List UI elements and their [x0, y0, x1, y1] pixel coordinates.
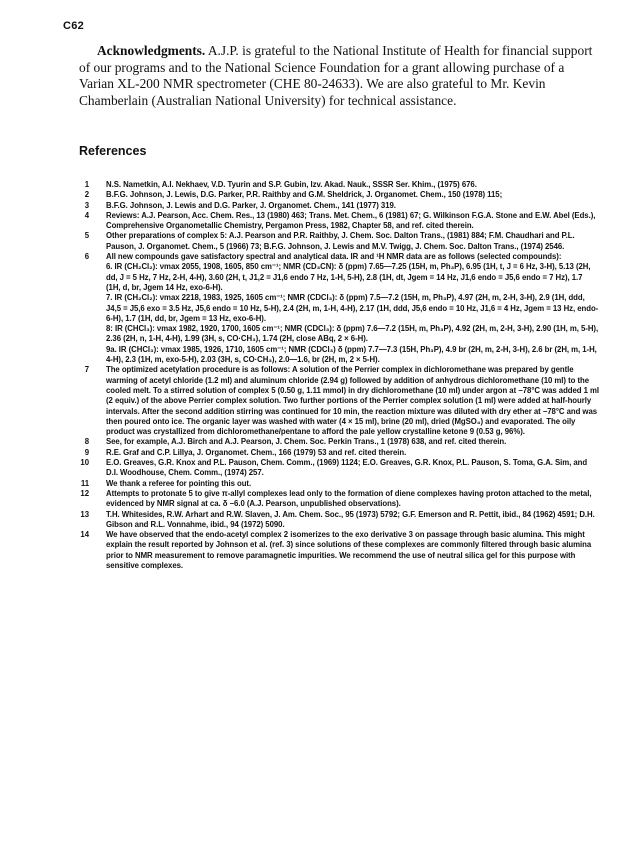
- reference-text: T.H. Whitesides, R.W. Arhart and R.W. Slaven, J. Am. Chem. Soc., 95 (1973) 5792; G.F. Emerson and R. Pettit, ibid., 84 (1962) 4591; D.H. Gibson and R.L. Vonnahme, ibid., 94 (1972) 5090.: [106, 509, 595, 529]
- reference-number: 8: [84, 437, 89, 447]
- reference-item: [79, 458, 599, 479]
- compound-data: 8: IR (CHCl₃): νmax 1982, 1920, 1700, 1605 cm⁻¹; NMR (CDCl₃): δ (ppm) 7.6—7.2 (15H, m, Ph₃P), 4.92 (2H, m, 2-H, 3-H), 2.90 (1H, m, 5-H), 2.36 (2H, n, 1-H, 4-H), 1.99 (3H, s, CO·CH₃), 1.74 (2H, close ABq, 2 × 6-H).: [106, 324, 599, 344]
- reference-item: [79, 190, 599, 200]
- reference-text: Reviews: A.J. Pearson, Acc. Chem. Res., 13 (1980) 463; Trans. Met. Chem., 6 (1981) 67; G. Wilkinson F.G.A. Stone and E.W. Abel (Eds.), Comprehensive Organometallic Chemistry, Pergamon Press, 1982, Chapter 58, and ref. cited therein.: [106, 210, 596, 231]
- reference-text: Attempts to protonate 5 to give π-allyl complexes lead only to the formation of diene complexes having proton attached to the metal, evidenced by NMR signal at ca. δ −6.0 (A.J. Pearson, unpublished observations).: [106, 488, 592, 509]
- reference-item: [79, 489, 599, 510]
- reference-number: 1: [84, 180, 89, 189]
- reference-text: The optimized acetylation procedure is as follows: A solution of the Perrier complex in dichloromethane was prepared by gentle warming of acetyl chloride (1.2 ml) and aluminum chloride (2.94 g) followed by addition of anhydrous dichloromethane (10 ml) to the cooled melt. To a stirred solution of complex 5 (0.50 g, 1.11 mmol) in dry dichloromethane (10 ml) under argon at −78°C was added 1 ml (2 equiv.) of the above Perrier complex solution. Two further portions of the Perrier complex solution (1 ml) were added at half-hourly intervals. After the second addition stirring was continued for 10 min, the reaction mixture was diluted with dry ether at −78°C and was then poured onto ice. The organic layer was washed with water (4 × 15 ml), brine (20 ml), dried (MgSO₄) and evaporated. The oily product was crystallized from dichloromethane/pentane to afford the pale yellow crystalline ketone 9 (0.53 g, 96%).: [106, 365, 600, 437]
- reference-number: 9: [84, 447, 89, 457]
- reference-item: [79, 180, 599, 190]
- references-heading: References: [79, 144, 147, 158]
- reference-number: 2: [84, 190, 89, 200]
- reference-number: 11: [80, 478, 89, 488]
- reference-text: B.F.G. Johnson, J. Lewis and D.G. Parker, J. Organomet. Chem., 141 (1977) 319.: [106, 200, 396, 210]
- reference-item: [79, 201, 599, 211]
- reference-item: [79, 479, 599, 489]
- reference-item: [79, 231, 599, 252]
- reference-item: [79, 510, 599, 531]
- reference-item: [79, 448, 599, 458]
- acknowledgments-paragraph: [79, 43, 599, 109]
- reference-text: N.S. Nametkin, A.I. Nekhaev, V.D. Tyurin and S.P. Gubin, Izv. Akad. Nauk., SSSR Ser. Khim., (1975) 676.: [106, 180, 477, 189]
- compound-data: 9a. IR (CHCl₃): νmax 1985, 1926, 1710, 1605 cm⁻¹; NMR (CDCl₃) δ (ppm) 7.7—7.3 (15H, Ph₃P), 4.9 br (2H, m, 2-H, 3-H), 2.6 br (2H, m, 1-H, 4-H), 2.3 (1H, m, exo-5-H), 2.03 (3H, s, CO·CH₃), 2.0—1.6, br (2H, m, 2 × 5-H).: [106, 344, 597, 365]
- reference-item: [79, 252, 599, 365]
- reference-number: 3: [84, 200, 89, 210]
- reference-number: 5: [84, 231, 89, 241]
- reference-text: B.F.G. Johnson, J. Lewis, D.G. Parker, P.R. Raithby and G.M. Sheldrick, J. Organomet. Chem., 150 (1978) 115;: [106, 190, 503, 200]
- reference-text: All new compounds gave satisfactory spectral and analytical data. IR and ¹H NMR data are as follows (selected compounds):: [106, 252, 562, 262]
- reference-number: 7: [84, 365, 89, 375]
- reference-number: 14: [80, 530, 89, 540]
- reference-number: 13: [80, 509, 89, 519]
- reference-item: [79, 365, 599, 437]
- acknowledgments-text: A.J.P. is grateful to the National Institute of Health for financial support of our programs and to the National Science Foundation for a grant allowing purchase of a Varian XL-200 NMR spectrometer (CHE 80-24633). We are also grateful to Mr. Kevin Chamberlain (Australian National University) for technical assistance.: [79, 43, 593, 108]
- reference-text: Other preparations of complex 5: A.J. Pearson and P.R. Raithby, J. Chem. Soc. Dalton Trans., (1981) 884; F.M. Chaudhari and P.L. Pauson, J. Organomet. Chem., 5 (1966) 73; B.F.G. Johnson, J. Lewis and M.V. Twigg, J. Chem. Soc. Dalton Trans., (1974) 2546.: [106, 231, 575, 251]
- reference-text: E.O. Greaves, G.R. Knox and P.L. Pauson, Chem. Comm., (1969) 1124; E.O. Greaves, G.R. Knox, P.L. Pauson, S. Toma, G.A. Sim, and D.I. Woodhouse, Chem. Comm., (1974) 257.: [106, 458, 588, 478]
- reference-item: [79, 211, 599, 232]
- reference-number: 6: [84, 252, 89, 262]
- reference-item: [79, 530, 599, 571]
- reference-number: 4: [84, 210, 89, 220]
- compound-data: 6. IR (CH₂Cl₂): νmax 2055, 1908, 1605, 850 cm⁻¹; NMR (CD₃CN): δ (ppm) 7.65—7.25 (15H, m, Ph₃P), 6.95 (1H, t, J = 6 Hz, 3-H), 5.13 (2H, dd, J = 5 Hz, 7 Hz, 2-H, 4-H), 3.60 (2H, t, J1,2 = J1,6 endo 7 Hz, 1-H, 5-H), 2.8 (1H, dt, Jgem = 14 Hz, J1,6 endo = J5,6 endo = 7 Hz), 1.7 (1H, d, br, Jgem 14 Hz, exo-6-H).: [106, 262, 591, 292]
- reference-text: We thank a referee for pointing this out.: [106, 478, 252, 488]
- references-list: [79, 180, 599, 571]
- page-number: C62: [63, 20, 85, 32]
- reference-item: [79, 437, 599, 447]
- compound-data: 7. IR (CH₂Cl₂): νmax 2218, 1983, 1925, 1605 cm⁻¹; NMR (CDCl₃): δ (ppm) 7.5—7.2 (15H, m, Ph₃P), 4.97 (2H, m, 2-H, 3-H), 2.9 (1H, ddd, J4,5 = J5,6 exo = 3.5 Hz, J5,6 endo = 10 Hz, 5-H), 2.4 (2H, m, 1-H, 4-H), 2.17 (1H, ddd, J5,6 endo = 10 Hz, J1,6 = 4 Hz, Jgem = 13 Hz, endo-6-H), 1.7 (1H, dd, br, Jgem = 13 Hz, exo-6-H).: [106, 293, 599, 323]
- reference-number: 10: [80, 458, 89, 468]
- reference-text: We have observed that the endo-acetyl complex 2 isomerizes to the exo derivative 3 on passage through basic alumina. This might explain the result reported by Johnson et al. (ref. 3) since solutions of these complexes are commonly filtered through basic alumina prior to NMR measurement to remove paramagnetic impurities. We recommend the use of neutral silica gel for this purpose with sensitive complexes.: [106, 530, 592, 570]
- acknowledgments-label: Acknowledgments.: [97, 43, 206, 58]
- reference-text: R.E. Graf and C.P. Lillya, J. Organomet. Chem., 166 (1979) 53 and ref. cited therein.: [106, 447, 407, 457]
- reference-number: 12: [80, 488, 89, 498]
- reference-text: See, for example, A.J. Birch and A.J. Pearson, J. Chem. Soc. Perkin Trans., 1 (1978) 638, and ref. cited therein.: [106, 437, 507, 447]
